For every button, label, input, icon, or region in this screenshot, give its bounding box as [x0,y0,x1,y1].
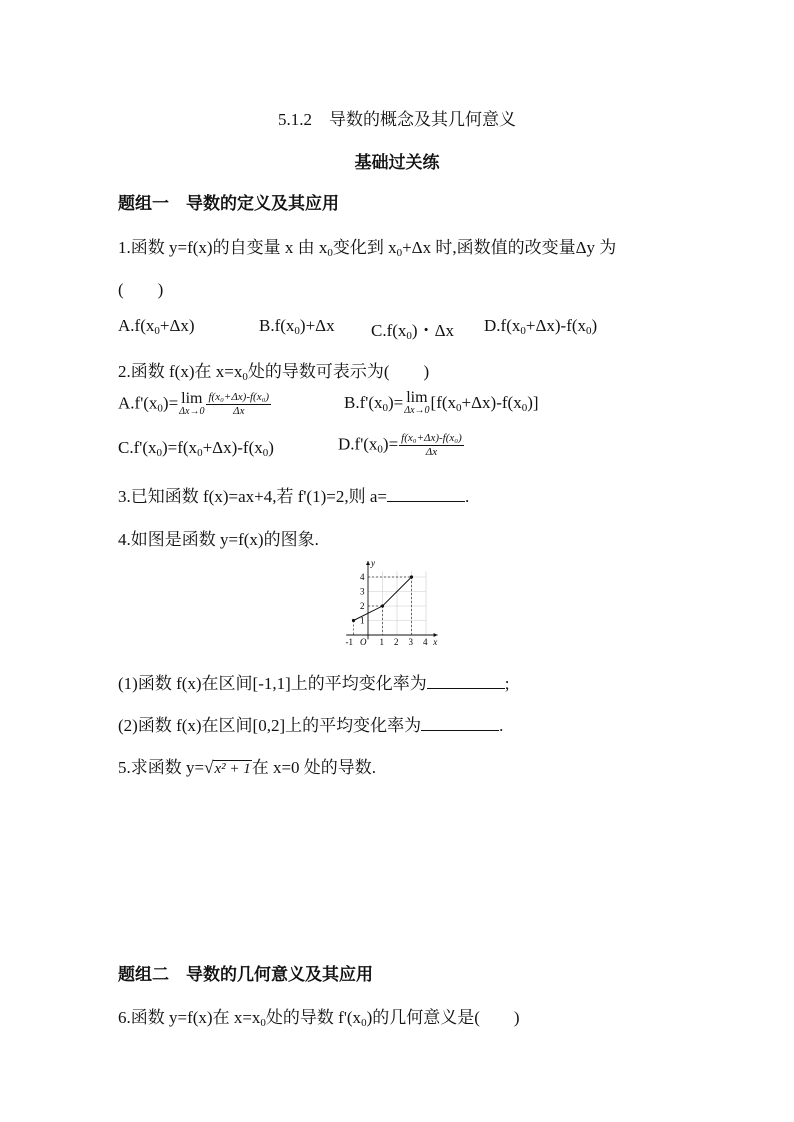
q1-option-d-text: D.f(x [484,316,521,335]
data-point [410,575,413,578]
q2-option-b-text: )= [387,392,404,412]
answer-blank[interactable] [427,674,505,689]
y-tick-label: 1 [360,615,365,626]
question-6-stem [118,1003,520,1029]
q2-option-c-text: ) [268,438,274,457]
q1-option-b[interactable] [259,316,335,337]
limit-symbol [179,389,205,418]
question-4-part-2 [118,711,503,736]
x-tick-label: -1 [345,637,353,647]
q1-sub: 0 [154,325,160,337]
q2-option-b-text: +Δx)-f(x [461,392,522,412]
y-axis-label: y [371,558,375,568]
x-tick-label: 2 [394,637,399,647]
q5-text-a: 5.求函数 y= [118,758,205,777]
y-tick-label: 4 [360,572,365,582]
q1-text-a: 1.函数 y=f(x)的自变量 x 由 x [118,238,328,257]
q2-option-b-text: [f(x [430,392,457,412]
x-tick-label: 1 [379,637,384,647]
limit-symbol [404,391,429,417]
data-point [381,604,384,607]
q2-option-b[interactable] [344,391,539,417]
fraction-numerator: f(x₀+Δx)-f(x₀) [401,432,462,444]
question-1-stem [118,233,616,259]
q1-text-c: +Δx 时,函数值的改变量Δy 为 [402,238,617,257]
q1-option-d-text: +Δx)-f(x [525,316,587,335]
q5-text-b: 在 x=0 处的导数. [251,758,377,777]
question-2-stem [118,357,429,383]
q2-sub: 0 [262,447,269,459]
q1-sub: 0 [520,325,526,337]
lim-text: lim [406,389,428,406]
section-title: 5.1.2 导数的概念及其几何意义 [278,110,516,129]
q1-text-b: 变化到 x [332,238,397,257]
q1-option-d[interactable] [484,316,597,337]
x-tick-label: 3 [408,637,413,647]
q6-text-a: 6.函数 y=f(x)在 x=x [118,1008,261,1027]
question-5 [118,753,376,778]
answer-blank[interactable] [387,487,465,502]
sqrt-body: x² + 1 [214,761,251,777]
q6-sub: 0 [260,1017,266,1029]
q3-end: . [464,487,470,506]
lim-subscript: Δx→0 [404,405,430,416]
q2-option-a-text: A.f'(x [118,393,158,413]
q2-text-b: 处的导数可表示为( ) [247,362,430,381]
q2-sub: 0 [382,401,388,414]
q2-sub: 0 [377,443,383,456]
lim-subscript: Δx→0 [179,405,205,417]
question-4-part-1 [118,669,510,694]
q2-option-d-text: D.f'(x [338,434,378,454]
q2-text-a: 2.函数 f(x)在 x=x [118,362,243,381]
q2-sub: 0 [156,447,162,459]
x-axis-label: x [433,637,438,647]
q1-option-a-text: A.f(x [118,316,155,335]
q1-option-c[interactable] [371,316,454,342]
q2-option-c[interactable] [118,438,274,459]
q1-option-b-text: B.f(x [259,316,295,335]
q6-sub: 0 [361,1017,367,1029]
q1-option-c-text: C.f(x [371,321,407,340]
q4-part1-text: (1)函数 f(x)在区间[-1,1]上的平均变化率为 [118,674,427,693]
page-subtitle: 基础过关练 [354,153,440,172]
group-1-title: 题组一 导数的定义及其应用 [118,194,339,213]
fraction [206,391,271,418]
q1-sub: 0 [327,247,333,259]
q6-text-b: 处的导数 f'(x [265,1008,362,1027]
q2-option-c-text: +Δx)-f(x [202,438,263,457]
q2-option-b-text: B.f'(x [344,392,383,412]
data-point [352,619,355,622]
q3-text: 3.已知函数 f(x)=ax+4,若 f'(1)=2,则 a= [118,487,387,506]
group-2-title: 题组二 导数的几何意义及其应用 [118,965,373,984]
fraction-denominator: Δx [425,446,438,458]
q1-sub: 0 [586,325,592,337]
fraction-denominator: Δx [233,405,245,417]
answer-blank[interactable] [421,716,499,731]
lim-text: lim [181,389,203,407]
q2-sub: 0 [197,447,203,459]
q4-part1-end: ; [504,674,510,693]
origin-label: O [360,637,367,647]
q2-option-d[interactable] [338,432,465,459]
q2-sub: 0 [521,401,528,414]
y-tick-label: 2 [360,601,365,611]
q1-option-a[interactable] [118,316,195,337]
q1-option-d-text: ) [591,316,598,335]
q1-sub: 0 [294,325,300,337]
function-graph [340,557,450,649]
question-4-stem: 4.如图是函数 y=f(x)的图象. [118,530,319,549]
q2-option-b-text: )] [527,392,539,412]
q6-text-c: )的几何意义是( ) [366,1008,520,1027]
q2-option-c-text: C.f'(x [118,438,157,457]
q1-option-a-text: +Δx) [159,316,195,335]
q1-option-b-text: )+Δx [299,316,335,335]
y-axis-arrow-icon [366,561,370,565]
q1-option-c-text: )・Δx [411,321,455,340]
q2-option-a-text: )= [162,393,179,413]
q2-sub: 0 [242,371,248,383]
x-tick-label: 4 [423,637,428,647]
q2-option-c-text: )=f(x [161,438,198,457]
q2-sub: 0 [456,401,462,414]
fraction-numerator: f(x₀+Δx)-f(x₀) [208,391,270,403]
q2-sub: 0 [157,402,163,415]
q4-part2-end: . [499,716,504,735]
q2-option-d-text: )= [382,434,399,454]
question-1-paren: ( ) [118,280,164,299]
q4-part2-text: (2)函数 f(x)在区间[0,2]上的平均变化率为 [118,716,422,735]
q1-sub: 0 [396,247,403,259]
fraction [399,432,464,459]
sqrt-icon: √ [204,758,214,777]
q1-sub: 0 [406,330,412,342]
question-3 [118,482,469,507]
y-tick-label: 3 [360,586,365,597]
q2-option-a[interactable] [118,391,272,418]
